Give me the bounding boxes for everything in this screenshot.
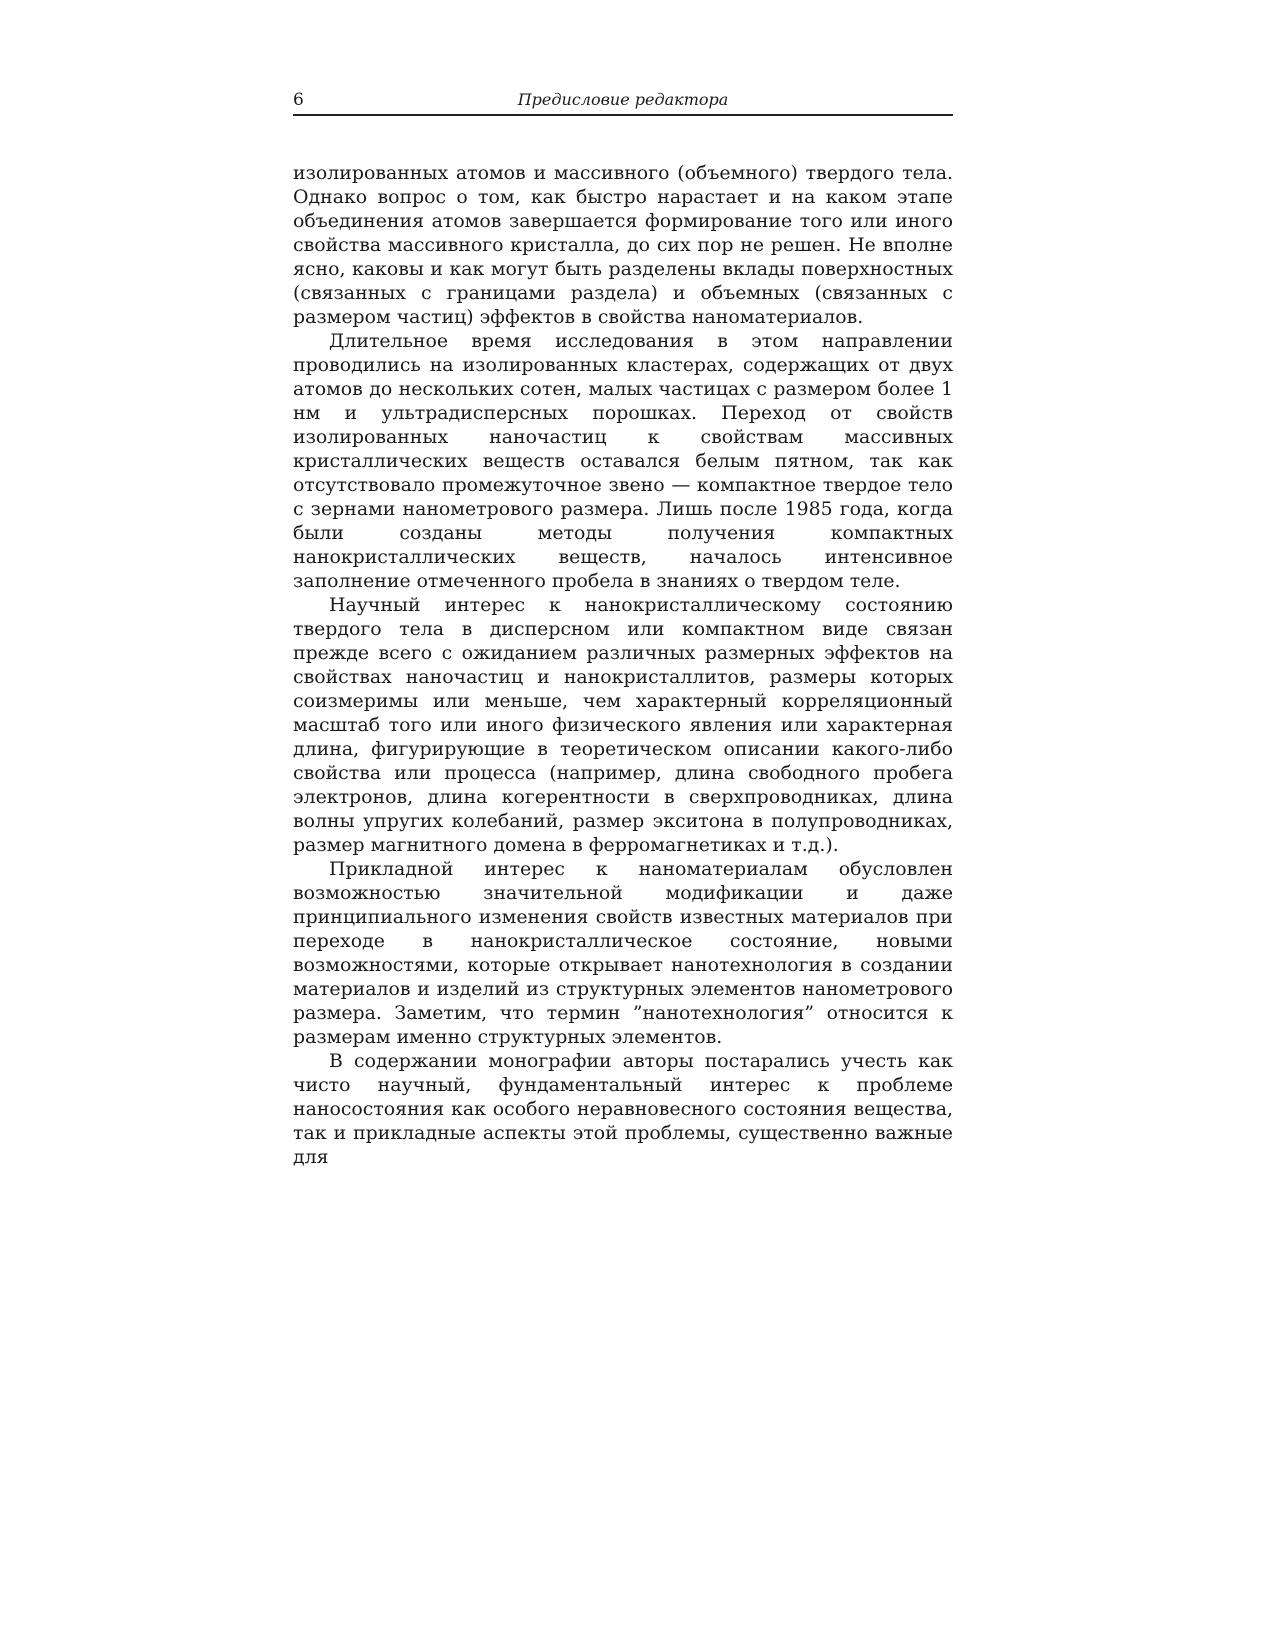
paragraph-5: В содержании монографии авторы постарались учесть как чисто научный, фундаментальный интерес к проблеме наносостояния как особого неравновесного состояния вещества, так и прикладные аспекты этой проблемы, существенно важные для	[293, 1050, 953, 1168]
body-text	[293, 161, 953, 1169]
page-header	[293, 88, 953, 116]
paragraph-2: Длительное время исследования в этом направлении проводились на изолированных кластерах, содержащих от двух атомов до нескольких сотен, малых частицах с размером более 1 нм и ультрадисперсных порошках. Переход от свойств изолированных наночастиц к свойствам массивных кристаллических веществ оставался белым пятном, так как отсутствовало промежуточное звено — компактное твердое тело с зернами нанометрового размера. Лишь после 1985 года, когда были созданы методы получения компактных нанокристаллических веществ, началось интенсивное заполнение отмеченного пробела в знаниях о твердом теле.	[293, 330, 953, 592]
paragraph-4: Прикладной интерес к наноматериалам обусловлен возможностью значительной модификации и даже принципиального изменения свойств известных материалов при переходе в нанокристаллическое состояние, новыми возможностями, которые открывает нанотехнология в создании материалов и изделий из структурных элементов нанометрового размера. Заметим, что термин ”нанотехнология” относится к размерам именно структурных элементов.	[293, 858, 953, 1048]
paragraph-1: изолированных атомов и массивного (объемного) твердого тела. Однако вопрос о том, как быстро нарастает и на каком этапе объединения атомов завершается формирование того или иного свойства массивного кристалла, до сих пор не решен. Не вполне ясно, каковы и как могут быть разделены вклады поверхностных (связанных с границами раздела) и объемных (связанных с размером частиц) эффектов в свойства наноматериалов.	[293, 162, 953, 328]
running-title: Предисловие редактора	[517, 90, 729, 109]
paragraph-3: Научный интерес к нанокристаллическому состоянию твердого тела в дисперсном или компактном виде связан прежде всего с ожиданием различных размерных эффектов на свойствах наночастиц и нанокристаллитов, размеры которых соизмеримы или меньше, чем характерный корреляционный масштаб того или иного физического явления или характерная длина, фигурирующие в теоретическом описании какого-либо свойства или процесса (например, длина свободного пробега электронов, длина когерентности в сверхпроводниках, длина волны упругих колебаний, размер экситона в полупроводниках, размер магнитного домена в ферромагнетиках и т.д.).	[293, 594, 953, 856]
page-number: 6	[293, 90, 304, 110]
